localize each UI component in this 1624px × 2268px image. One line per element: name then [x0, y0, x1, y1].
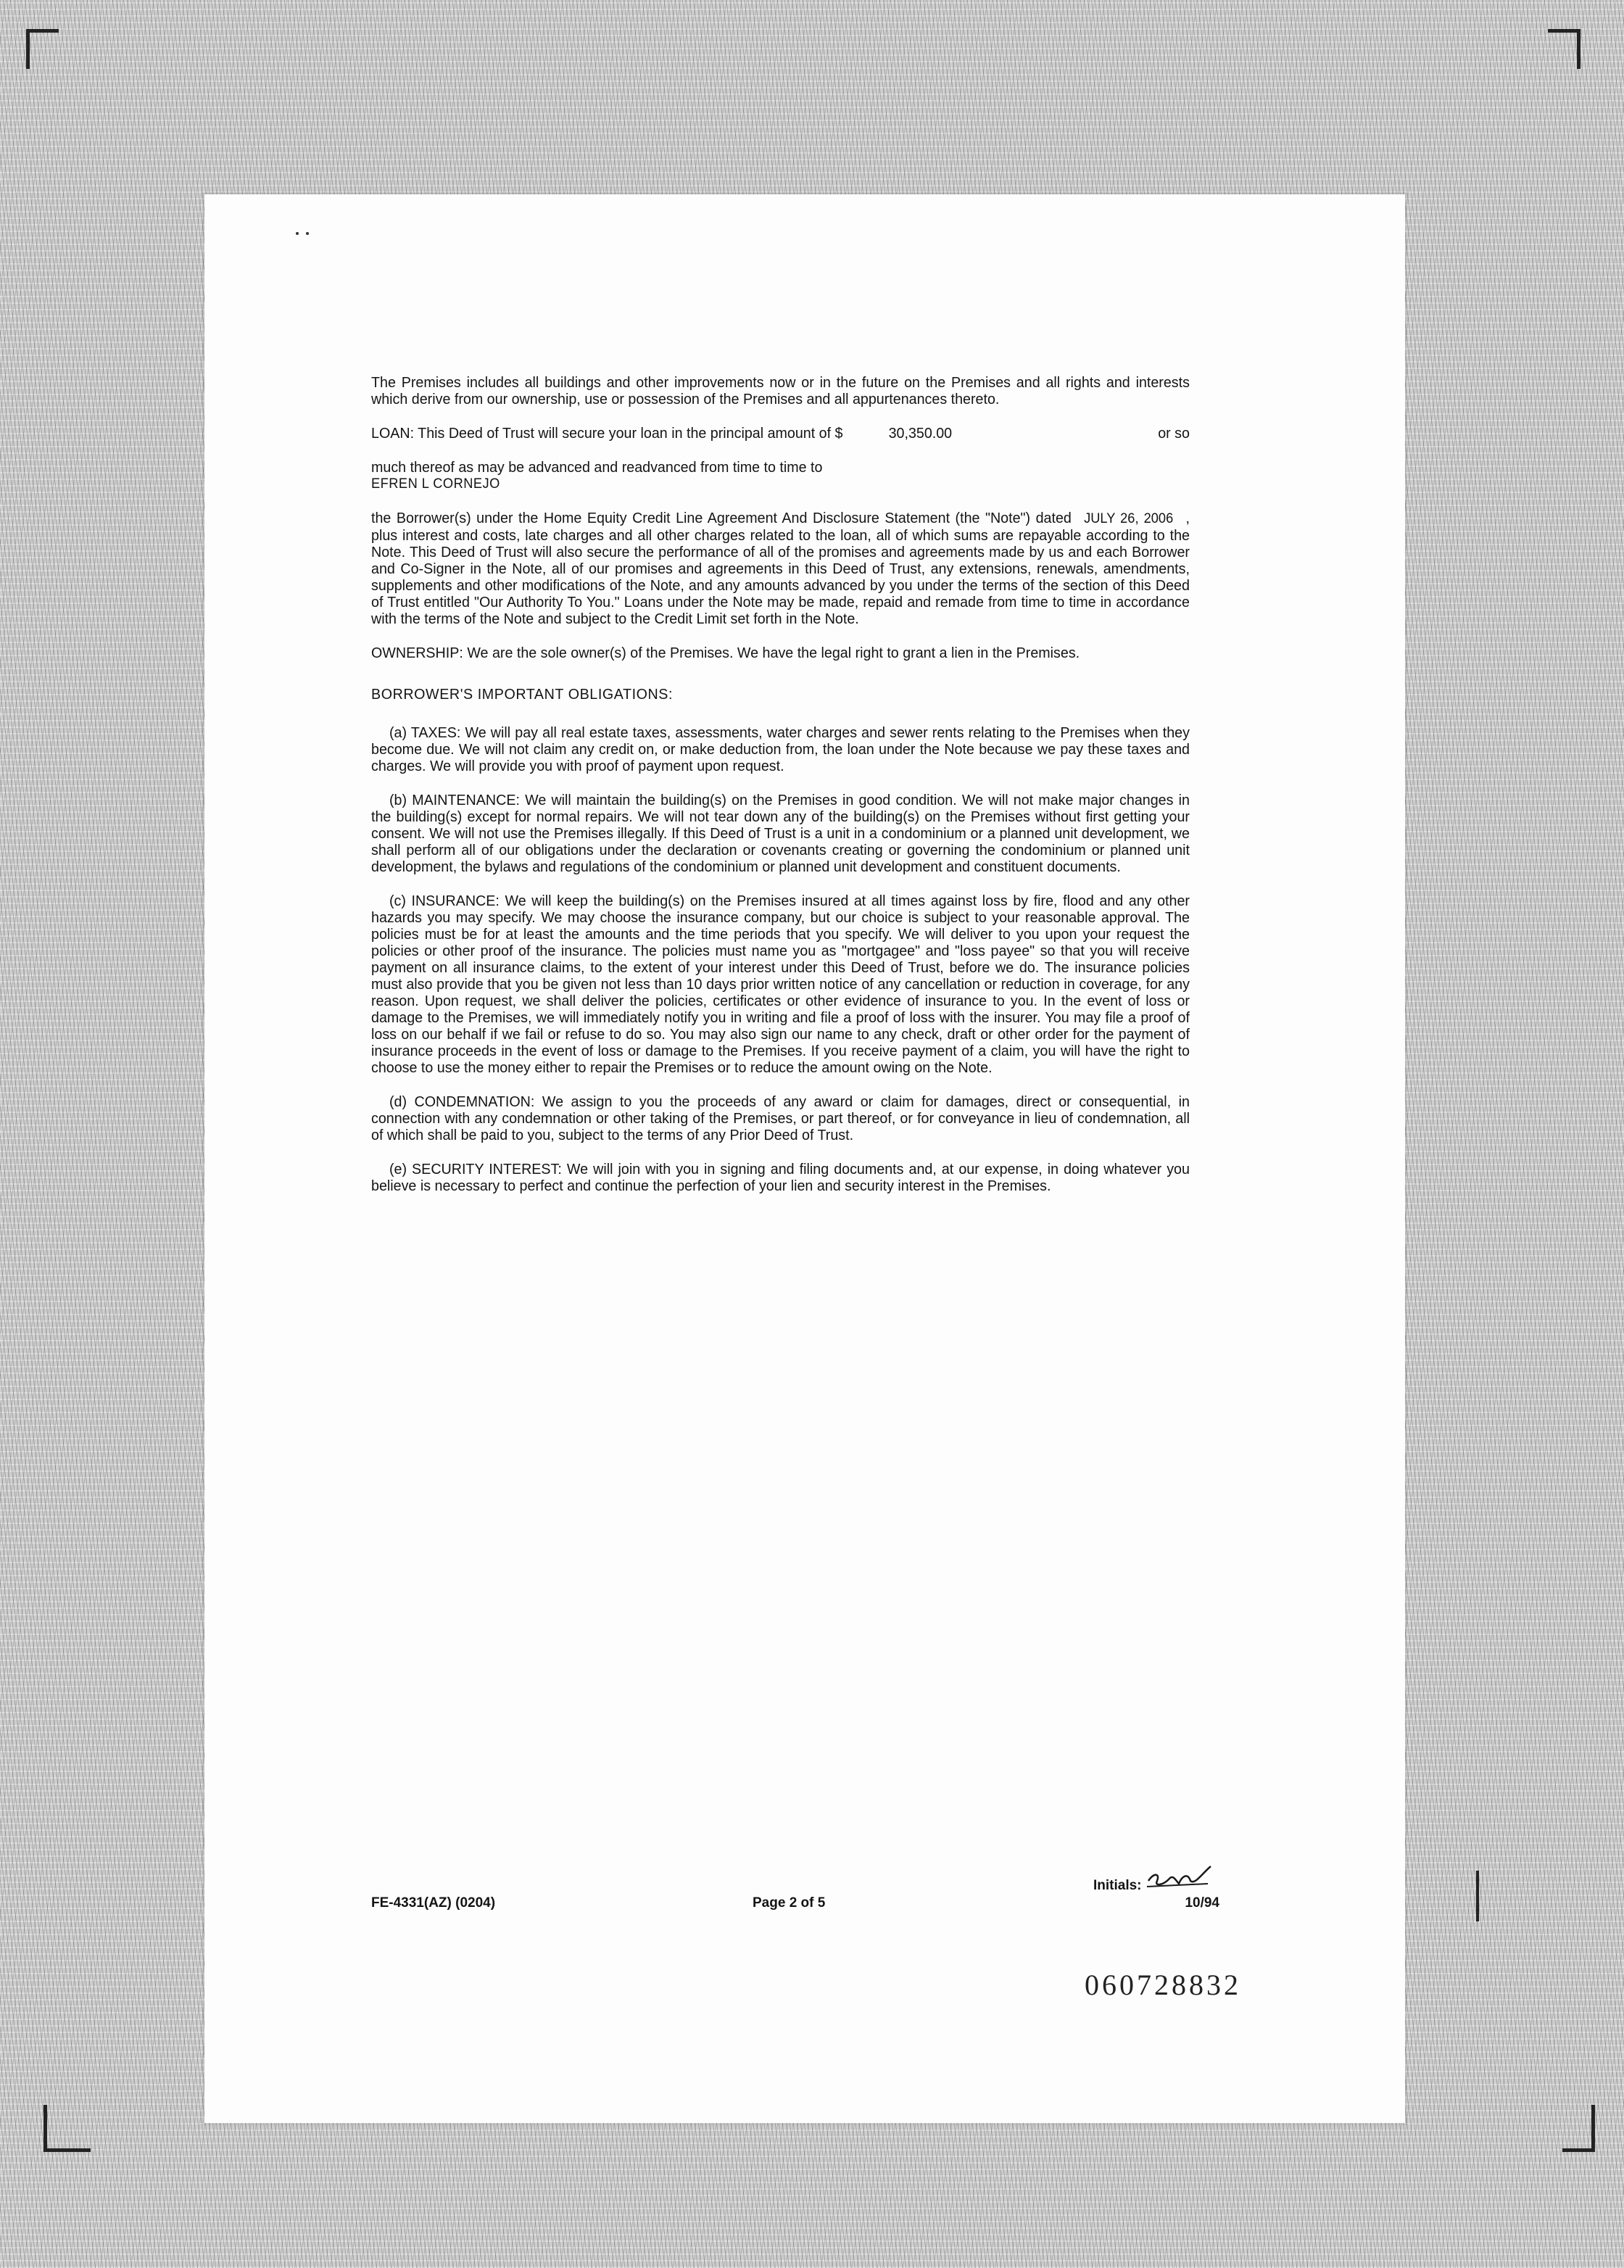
form-code: FE-4331(AZ) (0204)	[371, 1895, 496, 1911]
obligation-label: (a) TAXES:	[389, 724, 461, 741]
crop-mark-top-right	[1548, 29, 1580, 69]
loan-amount: 30,350.00	[888, 425, 953, 442]
page-number: Page 2 of 5	[753, 1895, 826, 1911]
ownership-paragraph	[371, 645, 1190, 661]
loan-statement	[371, 425, 952, 442]
loan-continuation: much thereof as may be advanced and readvanced from time to time to	[371, 459, 823, 476]
obligation-maintenance	[371, 792, 1190, 875]
note-date: JULY 26, 2006	[1084, 511, 1174, 526]
crop-mark-bottom-left	[44, 2105, 91, 2152]
document-page	[204, 194, 1405, 2123]
borrower-name: EFREN L CORNEJO	[371, 476, 500, 492]
obligation-text: We will keep the building(s) on the Premises insured at all times against loss by fire, flood and any other hazards you may specify. We may choose the insurance company, but our choice is subject to your reasonable approval. The policies must be for at least the amounts and the time periods that you specify. We will deliver to you upon your request the policies or other proof of the insurance. The policies must name you as "mortgagee" and "loss payee" so that you will receive payment on all insurance claims, to the extent of your interest under this Deed of Trust, before we do. The insurance policies must also provide that you be given not less than 10 days prior written notice of any cancellation or reduction in coverage, for any reason. Upon request, we shall deliver the policies, certificates or other evidence of insurance to you. In the event of loss or damage to the Premises, we will immediately notify you in writing and file a proof of loss with the insurer. You may file a proof of loss on our behalf if we fail or refuse to do so. You may also sign our name to any check, draft or other order for the payment of insurance proceeds in the event of loss or damage to the Premises. If you receive payment of a claim, you will have the right to choose to use the money either to repair the Premises or to reduce the amount owing on the Note.	[371, 893, 1190, 1076]
loan-label: LOAN:	[371, 425, 415, 442]
document-number: 060728832	[1085, 1969, 1241, 2001]
crop-mark-right-bracket	[1462, 1871, 1479, 1921]
ownership-label: OWNERSHIP:	[371, 645, 463, 661]
obligation-text: We will pay all real estate taxes, assessments, water charges and sewer rents relating to the Premises when they become due. We will not claim any credit on, or make deduction from, the loan under the Note because we pay these taxes and charges. We will provide you with proof of payment upon request.	[371, 724, 1190, 774]
obligations-heading: BORROWER'S IMPORTANT OBLIGATIONS:	[371, 686, 674, 703]
obligation-insurance	[371, 893, 1190, 1076]
crop-mark-bottom-right	[1562, 2105, 1595, 2152]
note-text-rest: , plus interest and costs, late charges and all other charges related to the loan, all of which sums are repayable according to the Note. This Deed of Trust will also secure the performance of all of the promises and agreements made by us and each Borrower and Co-Signer in the Note, all of our promises and agreements in this Deed of Trust, any extensions, renewals, amendments, supplements and other modifications of the Note, and any amounts advanced by you under the terms of the section of this Deed of Trust entitled "Our Authority To You." Loans under the Note may be made, repaid and remade from time to time in accordance with the terms of the Note and subject to the Credit Limit set forth in the Note.	[371, 510, 1190, 627]
obligation-label: (c) INSURANCE:	[389, 893, 500, 909]
obligation-condemnation	[371, 1093, 1190, 1143]
scan-speck	[296, 232, 299, 235]
note-text-start: the Borrower(s) under the Home Equity Credit Line Agreement And Disclosure Statement (the "Note") dated	[371, 510, 1072, 526]
initials-label: Initials:	[1093, 1878, 1142, 1893]
crop-mark-top-left	[26, 29, 59, 69]
obligation-taxes	[371, 724, 1190, 774]
initials-signature	[1144, 1859, 1231, 1891]
obligation-text: We will join with you in signing and filing documents and, at our expense, in doing whatever you believe is necessary to perfect and continue the perfection of your lien and security interest in the Premises.	[371, 1161, 1190, 1194]
obligation-label: (d) CONDEMNATION:	[389, 1093, 535, 1110]
ownership-text: We are the sole owner(s) of the Premises. We have the legal right to grant a lien in the Premises.	[467, 645, 1080, 661]
premises-paragraph: The Premises includes all buildings and other improvements now or in the future on the Premises and all rights and interests which derive from our ownership, use or possession of the Premises and all appurtenances thereto.	[371, 374, 1190, 407]
loan-line	[371, 425, 1190, 442]
loan-or-so: or so	[1158, 425, 1190, 442]
note-paragraph	[371, 510, 1190, 627]
form-date: 10/94	[1185, 1895, 1219, 1911]
obligation-text: We assign to you the proceeds of any award or claim for damages, direct or consequential, in connection with any condemnation or other taking of the Premises, or part thereof, or for conveyance in lieu of condemnation, all of which shall be paid to you, subject to the terms of any Prior Deed of Trust.	[371, 1093, 1190, 1143]
page-footer	[371, 1895, 1224, 1917]
scan-speck	[306, 232, 309, 235]
obligation-text: We will maintain the building(s) on the Premises in good condition. We will not make major changes in the building(s) except for normal repairs. We will not tear down any of the building(s) on the Premises without first getting your consent. We will not use the Premises illegally. If this Deed of Trust is a unit in a condominium or a planned unit development, we shall perform all of our obligations under the declaration or covenants creating or governing the condominium or planned unit development, the bylaws and regulations of the condominium or planned unit development and constituent documents.	[371, 792, 1190, 875]
obligation-security-interest	[371, 1161, 1190, 1194]
document-body	[371, 374, 1190, 1212]
obligation-label: (b) MAINTENANCE:	[389, 792, 520, 808]
obligation-label: (e) SECURITY INTEREST:	[389, 1161, 562, 1178]
loan-text: This Deed of Trust will secure your loan in the principal amount of $	[418, 425, 843, 442]
